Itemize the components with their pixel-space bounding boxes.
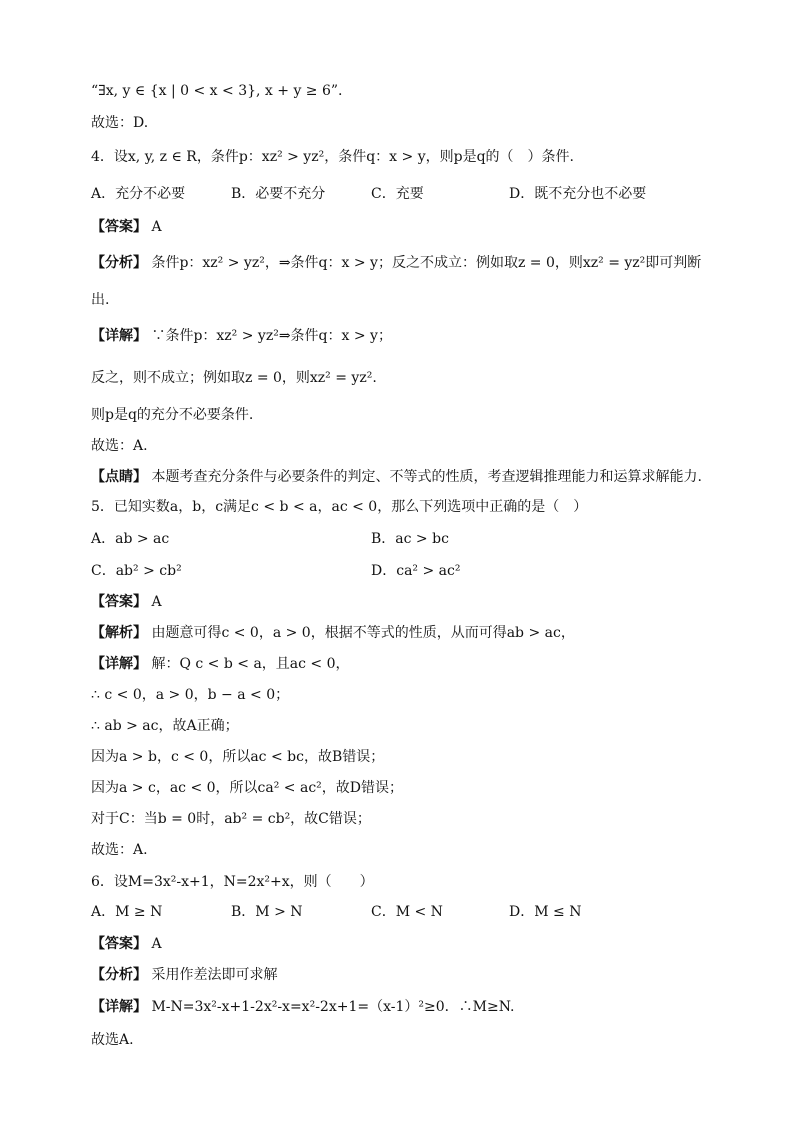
- answer-label: 【答案】: [91, 936, 147, 952]
- q5-choice: 故选：A.: [91, 842, 148, 858]
- q4-option-b: B．必要不充分: [231, 186, 326, 202]
- q6-options: [91, 902, 734, 922]
- answer-value: A: [151, 936, 162, 952]
- q5-option-a: A．ab > ac: [91, 531, 170, 547]
- q5-detail-line: 因为a > c，ac < 0，所以ca² < ac²，故D错误；: [91, 780, 403, 796]
- q6-option-a: A．M ≥ N: [91, 904, 163, 920]
- q4-analysis: [91, 253, 734, 273]
- q5-answer: [91, 592, 734, 612]
- q4-options: [91, 184, 734, 204]
- q5-option-c: C．ab² > cb²: [91, 563, 182, 579]
- q4-detail-3: 则p是q的充分不必要条件.: [91, 407, 254, 423]
- q5-detail: [91, 654, 734, 674]
- detail-text: M-N=3x²-x+1-2x²-x=x²-2x+1=（x-1）²≥0．∴M≥N.: [151, 999, 515, 1015]
- analysis-text: 采用作差法即可求解: [151, 967, 278, 983]
- analysis-text: 由题意可得c < 0，a > 0，根据不等式的性质，从而可得ab > ac，: [151, 625, 575, 641]
- q6-stem: 6．设M=3x²-x+1，N=2x²+x，则（ ）: [91, 874, 374, 890]
- q6-choice: 故选A.: [91, 1032, 134, 1048]
- q4-option-c: C．充要: [371, 186, 424, 202]
- detail-text: ∵条件p：xz² > yz²⇒条件q：x > y；: [151, 328, 392, 344]
- q5-detail-line: 因为a > b，c < 0，所以ac < bc，故B错误；: [91, 749, 385, 765]
- comment-text: 本题考查充分条件与必要条件的判定、不等式的性质，考查逻辑推理能力和运算求解能力.: [151, 469, 702, 485]
- comment-label: 【点睛】: [91, 469, 147, 485]
- q6-analysis: [91, 965, 734, 985]
- q5-analysis: [91, 623, 734, 643]
- answer-value: A: [151, 594, 162, 610]
- q4-choice: 故选：A.: [91, 438, 148, 454]
- answer-value: A: [151, 219, 162, 235]
- q5-options-row1: [91, 529, 734, 549]
- q5-detail-line: ∴ ab > ac，故A正确；: [91, 718, 239, 734]
- q6-option-c: C．M < N: [371, 904, 443, 920]
- q4-analysis-cont: 出.: [91, 292, 110, 308]
- answer-label: 【答案】: [91, 219, 147, 235]
- q4-option-a: A．充分不必要: [91, 186, 186, 202]
- detail-label: 【详解】: [91, 656, 147, 672]
- q3-tail-statement: “∃x, y ∈ {x | 0 < x < 3}, x + y ≥ 6”.: [91, 83, 343, 99]
- q6-option-b: B．M > N: [231, 904, 303, 920]
- q6-answer: [91, 934, 734, 954]
- analysis-label: 【分析】: [91, 967, 147, 983]
- detail-label: 【详解】: [91, 328, 147, 344]
- analysis-label: 【分析】: [91, 255, 147, 271]
- analysis-text: 条件p：xz² > yz²，⇒条件q：x > y；反之不成立：例如取z = 0，则xz² = yz²即可判断: [151, 255, 702, 271]
- analysis-label: 【解析】: [91, 625, 147, 641]
- q4-option-d: D．既不充分也不必要: [509, 186, 647, 202]
- q4-answer: [91, 217, 734, 237]
- q3-choice: 故选：D.: [91, 115, 149, 131]
- answer-label: 【答案】: [91, 594, 147, 610]
- q4-comment: [91, 467, 734, 487]
- q5-options-row2: [91, 561, 734, 581]
- q5-option-d: D．ca² > ac²: [371, 563, 461, 579]
- q6-option-d: D．M ≤ N: [509, 904, 582, 920]
- q5-detail-line: ∴ c < 0，a > 0，b − a < 0；: [91, 687, 290, 703]
- q5-detail-line: 对于C：当b = 0时，ab² = cb²，故C错误；: [91, 811, 371, 827]
- q6-detail: [91, 997, 734, 1017]
- q4-detail: [91, 326, 734, 346]
- detail-label: 【详解】: [91, 999, 147, 1015]
- q4-stem: 4．设x, y, z ∈ R，条件p：xz² > yz²，条件q：x > y，则p是q的（ ）条件.: [91, 149, 574, 165]
- detail-text: 解：Q c < b < a，且ac < 0，: [151, 656, 350, 672]
- q5-option-b: B．ac > bc: [371, 531, 449, 547]
- q5-stem: 5．已知实数a，b，c满足c < b < a，ac < 0，那么下列选项中正确的是（ ）: [91, 499, 588, 515]
- q4-detail-2: 反之，则不成立；例如取z = 0，则xz² = yz².: [91, 370, 377, 386]
